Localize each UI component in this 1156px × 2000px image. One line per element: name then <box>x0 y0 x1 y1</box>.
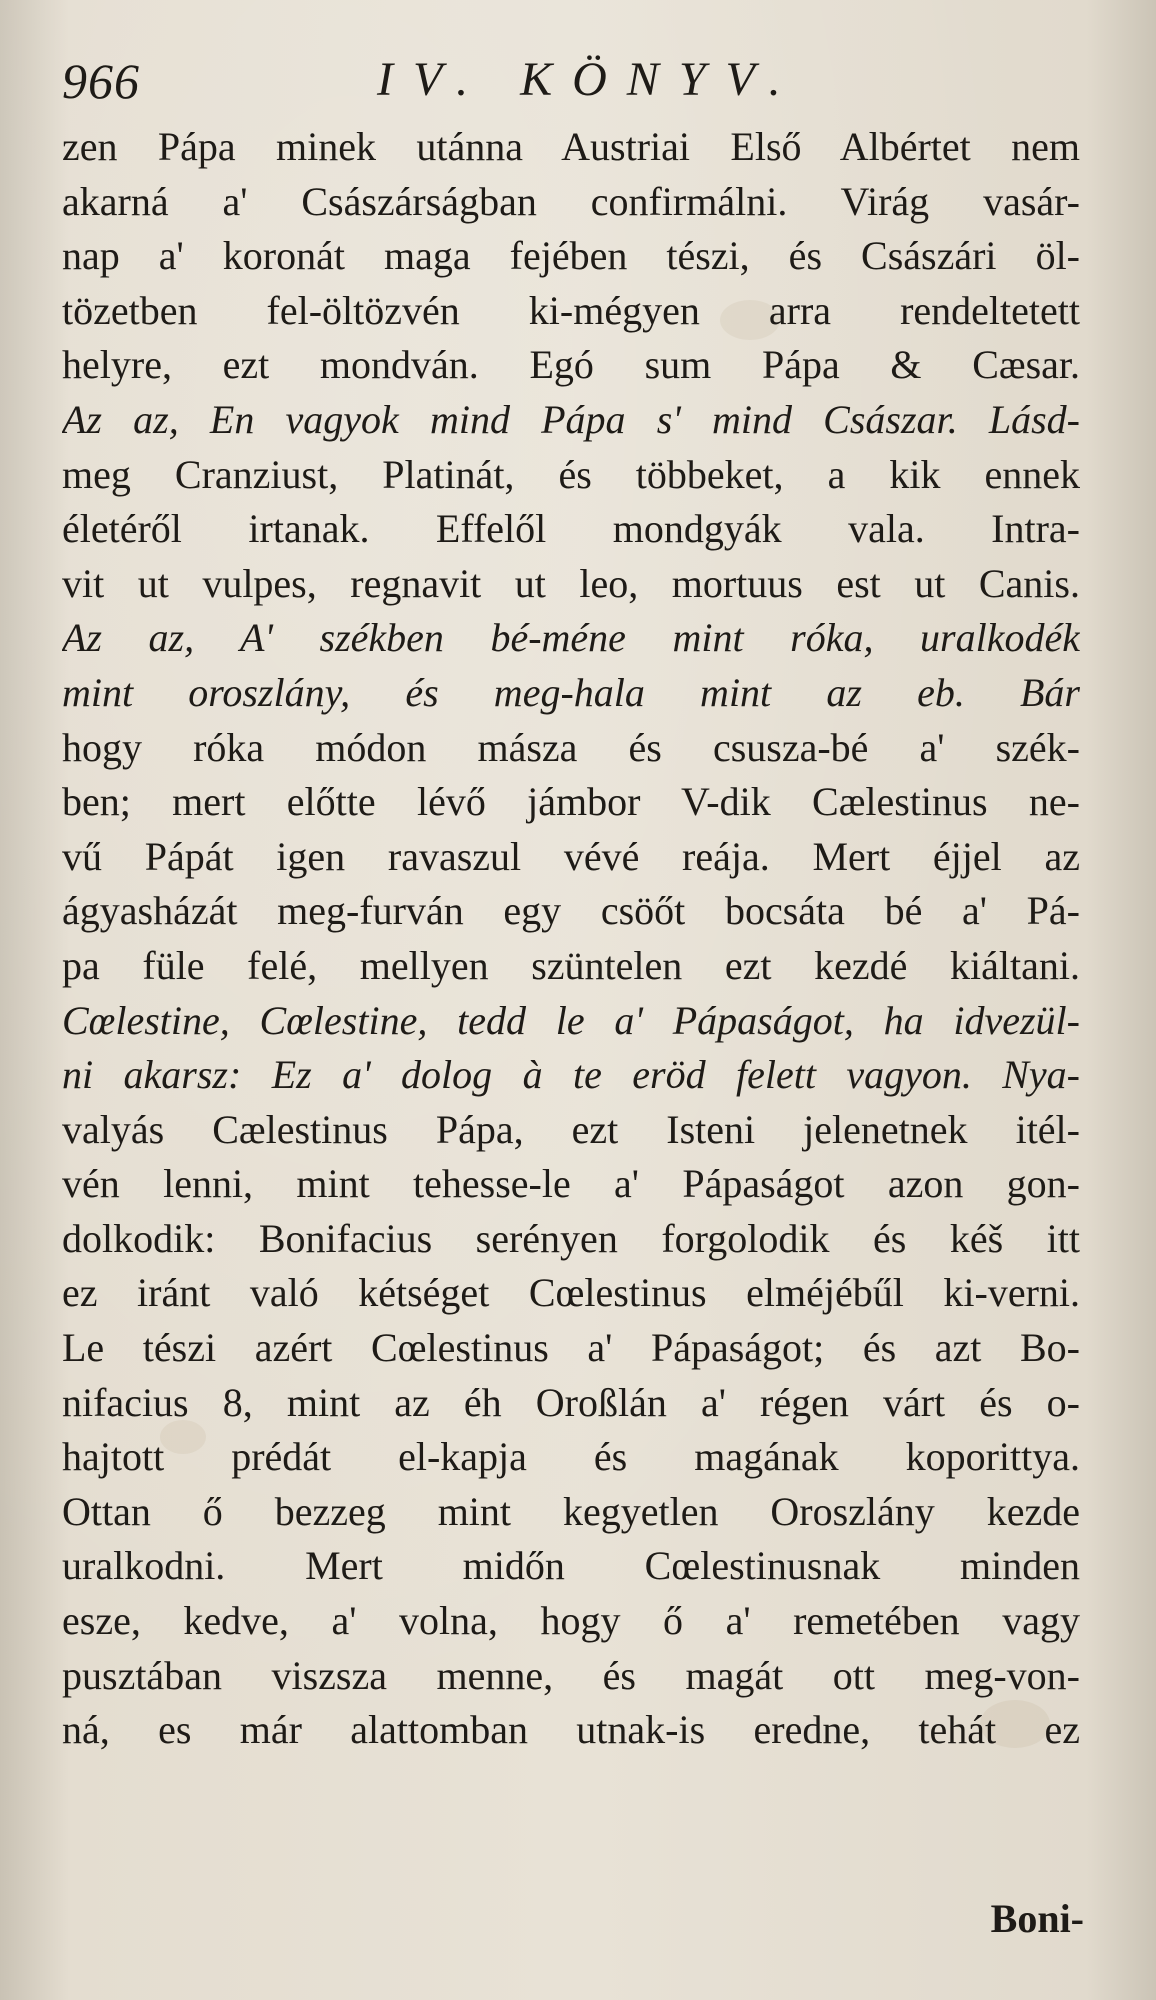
text-line: Az az, A' székben bé-méne mint róka, uralkodék <box>62 615 1080 661</box>
text-line: esze, kedve, a' volna, hogy ő a' remetében vagy <box>62 1598 1080 1644</box>
text-line: akarná a' Császárságban confirmálni. Virág vasár- <box>62 178 1080 224</box>
text-line: ben; mert előtte lévő jámbor V-dik Cælestinus ne- <box>62 779 1080 825</box>
text-line: vén lenni, mint tehesse-le a' Pápaságot azon gon- <box>62 1161 1080 1207</box>
text-line: Ottan ő bezzeg mint kegyetlen Oroszlány kezde <box>62 1488 1080 1534</box>
text-line: pusztában viszsza menne, és magát ott meg-von- <box>62 1652 1080 1698</box>
text-line: pa füle felé, mellyen szüntelen ezt kezdé kiáltani. <box>62 942 1080 988</box>
text-line: uralkodni. Mert midőn Cœlestinusnak minden <box>62 1543 1080 1589</box>
running-title: IV. KÖNYV. <box>377 53 801 106</box>
text-line: helyre, ezt mondván. Egó sum Pápa & Cæsar. <box>62 342 1080 388</box>
text-line: Cœlestine, Cœlestine, tedd le a' Pápaságot, ha idvezül- <box>62 997 1080 1043</box>
text-line: meg Cranziust, Platinát, és többeket, a kik ennek <box>62 451 1080 497</box>
text-line: hajtott prédát el-kapja és magának koporittya. <box>62 1434 1080 1480</box>
text-line: hogy róka módon másza és csusza-bé a' szék- <box>62 724 1080 770</box>
text-line: tözetben fel-öltözvén ki-mégyen arra rendeltetett <box>62 287 1080 333</box>
text-line: nifacius 8, mint az éh Oroßlán a' régen várt és o- <box>62 1379 1080 1425</box>
text-line: vű Pápát igen ravaszul vévé reája. Mert éjjel az <box>62 833 1080 879</box>
text-line: zen Pápa minek utánna Austriai Első Albértet nem <box>62 124 1080 169</box>
text-line: dolkodik: Bonifacius serényen forgolodik és kéš itt <box>62 1215 1080 1261</box>
text-line: Az az, En vagyok mind Pápa s' mind Császar. Lásd- <box>62 396 1080 442</box>
text-line: életéről irtanak. Effelől mondgyák vala. Intra- <box>62 506 1080 552</box>
page-number: 966 <box>62 53 140 109</box>
text-line: nap a' koronát maga fejében tészi, és Császári öl- <box>62 233 1080 279</box>
text-line: mint oroszlány, és meg-hala mint az eb. Bár <box>62 669 1080 715</box>
text-line: ná, es már alattomban utnak-is eredne, tehát ez <box>62 1707 1080 1753</box>
text-line: vit ut vulpes, regnavit ut leo, mortuus est ut Canis. <box>62 560 1080 606</box>
text-line: Le tészi azért Cœlestinus a' Pápaságot; és azt Bo- <box>62 1325 1080 1371</box>
catchword: Boni- <box>990 1896 1084 1941</box>
text-line: ágyasházát meg-furván egy csöőt bocsáta bé a' Pá- <box>62 888 1080 934</box>
text-line: ni akarsz: Ez a' dolog à te eröd felett vagyon. Nya- <box>62 1052 1080 1098</box>
body-text <box>62 120 1080 1758</box>
text-line: valyás Cælestinus Pápa, ezt Isteni jelenetnek itél- <box>62 1106 1080 1152</box>
text-line: ez iránt való kétséget Cœlestinus elméjébűl ki-verni. <box>62 1270 1080 1316</box>
page-header <box>62 52 1092 122</box>
